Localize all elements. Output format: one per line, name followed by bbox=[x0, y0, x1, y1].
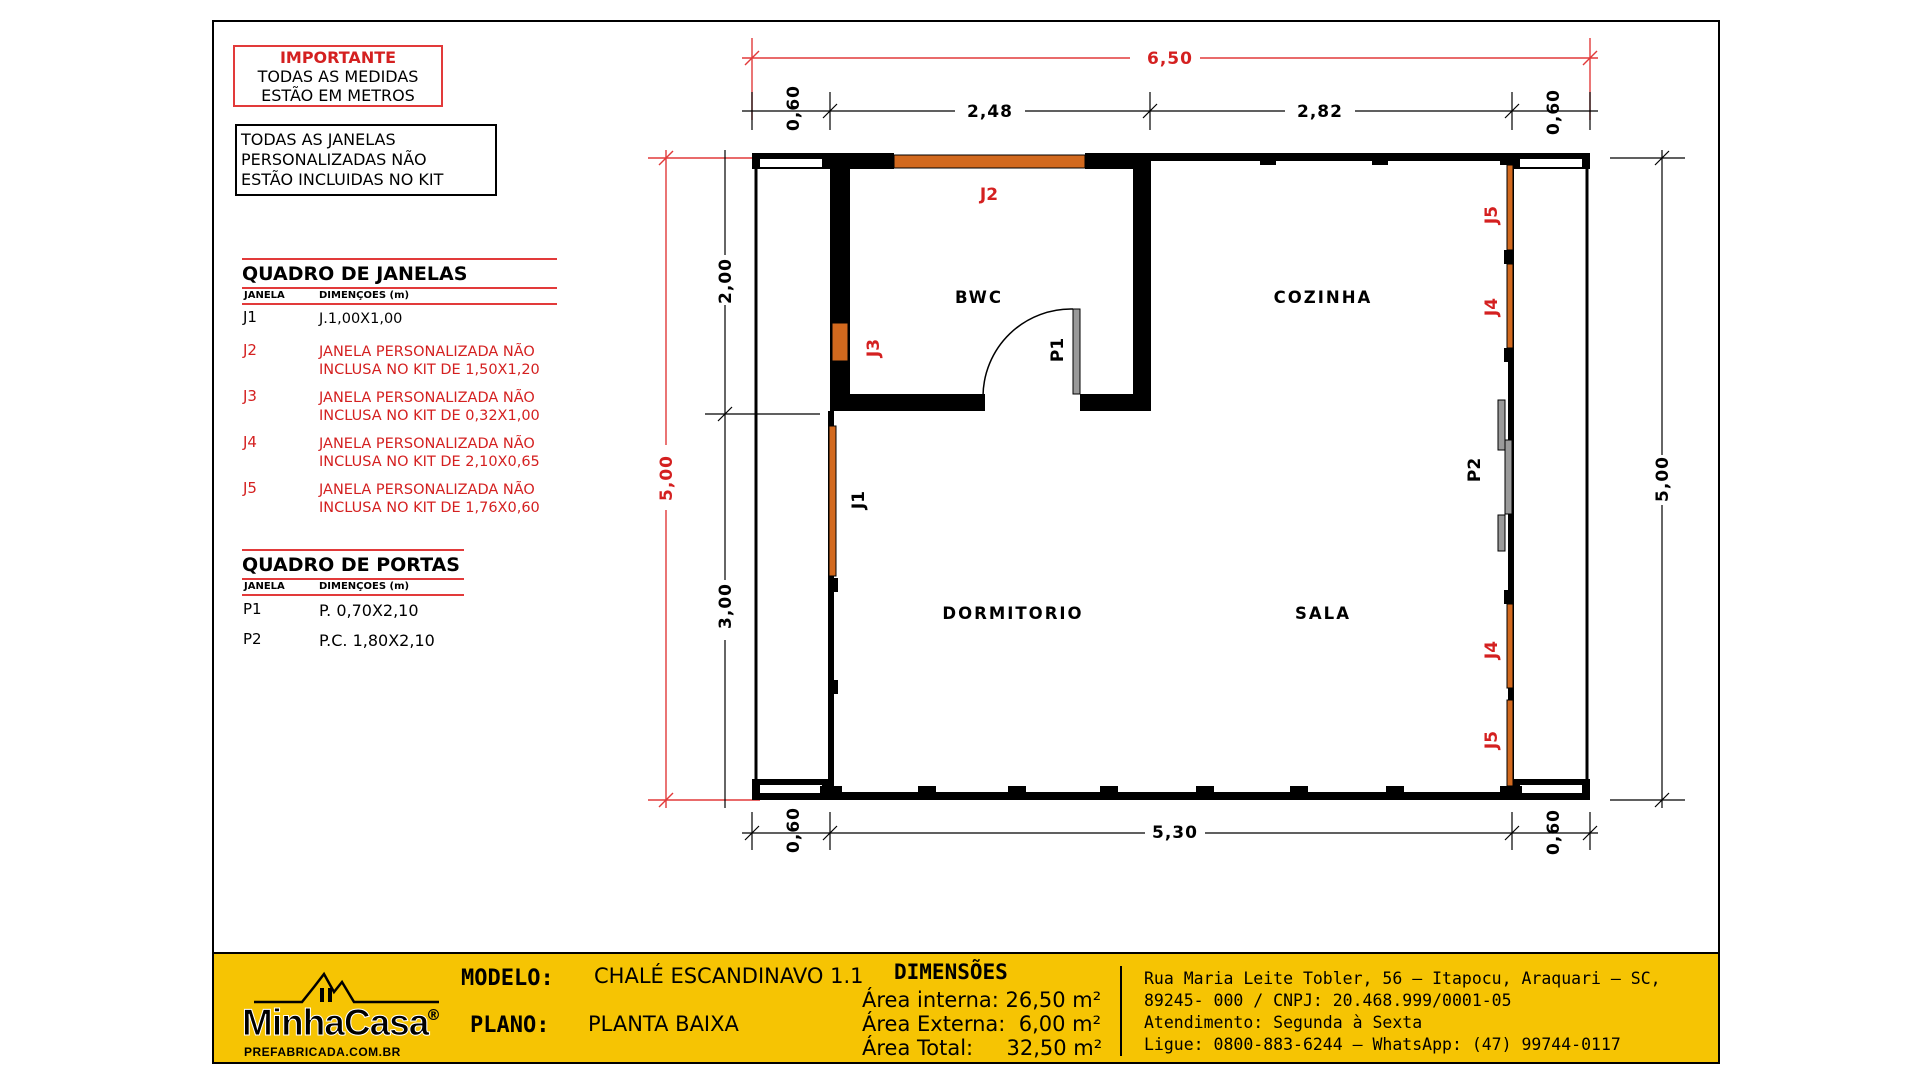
title-block bbox=[212, 952, 1720, 1064]
door-code-p1: P1 bbox=[243, 600, 262, 618]
modelo-value: CHALÉ ESCANDINAVO 1.1 bbox=[594, 964, 864, 988]
window-code-j4: J4 bbox=[243, 433, 257, 451]
modelo-label: MODELO: bbox=[461, 966, 554, 991]
dim-right-total: 5,00 bbox=[1653, 456, 1673, 502]
dim-total-width: 6,50 bbox=[1147, 49, 1193, 69]
label-j2: J2 bbox=[979, 185, 999, 205]
dim-top-left: 0,60 bbox=[784, 85, 804, 131]
hours-line: Atendimento: Segunda à Sexta bbox=[1144, 1013, 1423, 1032]
contact-line: Ligue: 0800-883-6244 – WhatsApp: (47) 99744-0117 bbox=[1144, 1035, 1621, 1054]
door-p2-leaf-2 bbox=[1505, 440, 1512, 514]
important-line-1: TODAS AS MEDIDAS bbox=[257, 67, 419, 86]
window-desc-j1: J.1,00X1,00 bbox=[319, 311, 403, 327]
doors-col-dimensions: DIMENÇOES (m) bbox=[319, 581, 410, 592]
doors-schedule-title: QUADRO DE PORTAS bbox=[242, 554, 460, 576]
footer-divider bbox=[1120, 966, 1122, 1056]
logo-registered: ® bbox=[426, 1006, 441, 1024]
window-code-j1: J1 bbox=[243, 308, 257, 326]
door-p2-leaf-1 bbox=[1498, 400, 1505, 450]
dim-top-bwc: 2,48 bbox=[967, 102, 1013, 122]
room-label-sala: SALA bbox=[1295, 604, 1351, 623]
window-desc-j2-line-1: JANELA PERSONALIZADA NÃO bbox=[319, 344, 535, 360]
logo-subtext: PREFABRICADA.COM.BR bbox=[244, 1045, 401, 1059]
window-j4-upper bbox=[1507, 264, 1513, 348]
address-line-2: 89245- 000 / CNPJ: 20.468.999/0001-05 bbox=[1144, 991, 1512, 1010]
window-code-j3: J3 bbox=[243, 387, 257, 405]
dim-left-upper: 2,00 bbox=[716, 258, 736, 304]
label-j4-lower: J4 bbox=[1482, 640, 1502, 660]
plano-value: PLANTA BAIXA bbox=[588, 1012, 739, 1036]
window-desc-j2-line-2: INCLUSA NO KIT DE 1,50X1,20 bbox=[319, 362, 540, 378]
dim-top-cozinha: 2,82 bbox=[1297, 102, 1343, 122]
windows-schedule-title: QUADRO DE JANELAS bbox=[242, 263, 468, 285]
label-j1: J1 bbox=[849, 490, 869, 510]
dim-left-total: 5,00 bbox=[657, 455, 677, 501]
dimension-texts bbox=[657, 49, 1673, 855]
label-j5-lower: J5 bbox=[1482, 730, 1502, 750]
label-p2: P2 bbox=[1465, 457, 1485, 483]
dim-top-right: 0,60 bbox=[1544, 89, 1564, 135]
window-j3 bbox=[832, 323, 848, 361]
room-label-bwc: BWC bbox=[955, 288, 1003, 307]
plano-label: PLANO: bbox=[470, 1013, 550, 1038]
door-desc-p1: P. 0,70X2,10 bbox=[319, 601, 419, 620]
window-j5-upper bbox=[1507, 165, 1513, 250]
windows-col-dimensions: DIMENÇOES (m) bbox=[319, 290, 410, 301]
room-label-cozinha: COZINHA bbox=[1273, 288, 1373, 307]
contact-block bbox=[1144, 968, 1661, 1056]
window-desc-j5-line-1: JANELA PERSONALIZADA NÃO bbox=[319, 482, 535, 498]
window-desc-j3-line-1: JANELA PERSONALIZADA NÃO bbox=[319, 390, 535, 406]
label-j4-upper: J4 bbox=[1482, 297, 1502, 317]
area-interna: Área interna: 26,50 m² bbox=[862, 988, 1102, 1012]
area-externa: Área Externa: 6,00 m² bbox=[862, 1012, 1102, 1036]
windows-note-line-2: PERSONALIZADAS NÃO bbox=[241, 150, 427, 169]
window-j1 bbox=[829, 426, 836, 576]
window-desc-j3-line-2: INCLUSA NO KIT DE 0,32X1,00 bbox=[319, 408, 540, 424]
important-line-2: ESTÃO EM METROS bbox=[261, 86, 415, 105]
black-dimension-lines bbox=[705, 92, 1685, 850]
important-title: IMPORTANTE bbox=[279, 48, 397, 67]
window-j5-lower bbox=[1507, 700, 1513, 786]
label-j5-upper: J5 bbox=[1482, 205, 1502, 225]
element-labels bbox=[849, 185, 1502, 750]
label-p1: P1 bbox=[1048, 337, 1068, 363]
area-total: Área Total: 32,50 m² bbox=[862, 1036, 1103, 1060]
dimensions-title: DIMENSÕES bbox=[894, 960, 1008, 984]
window-desc-j5-line-2: INCLUSA NO KIT DE 1,76X0,60 bbox=[319, 500, 540, 516]
window-j4-lower bbox=[1507, 604, 1513, 688]
door-p1-leaf bbox=[1073, 309, 1080, 394]
dim-bottom-inner: 5,30 bbox=[1152, 823, 1198, 843]
window-code-j5: J5 bbox=[243, 479, 257, 497]
room-labels bbox=[942, 288, 1372, 623]
logo-text: MinhaCasa bbox=[242, 1002, 429, 1043]
dim-left-lower: 3,00 bbox=[716, 583, 736, 629]
label-j3: J3 bbox=[864, 338, 884, 358]
window-desc-j4-line-2: INCLUSA NO KIT DE 2,10X0,65 bbox=[319, 454, 540, 470]
room-label-dormitorio: DORMITORIO bbox=[942, 604, 1084, 623]
walls bbox=[820, 153, 1522, 800]
windows-note-line-3: ESTÃO INCLUIDAS NO KIT bbox=[241, 170, 444, 189]
dim-bottom-right: 0,60 bbox=[1544, 809, 1564, 855]
door-desc-p2: P.C. 1,80X2,10 bbox=[319, 631, 435, 650]
windows-col-janela: JANELA bbox=[244, 290, 285, 301]
door-p2-leaf-3 bbox=[1498, 515, 1505, 551]
windows bbox=[829, 155, 1513, 786]
doors-col-janela: JANELA bbox=[244, 581, 285, 592]
window-code-j2: J2 bbox=[243, 341, 257, 359]
window-desc-j4-line-1: JANELA PERSONALIZADA NÃO bbox=[319, 436, 535, 452]
address-line-1: Rua Maria Leite Tobler, 56 – Itapocu, Araquari – SC, bbox=[1144, 969, 1661, 988]
windows-note-line-1: TODAS AS JANELAS bbox=[241, 130, 396, 149]
window-j2 bbox=[894, 155, 1085, 168]
door-code-p2: P2 bbox=[243, 630, 262, 648]
dim-bottom-left: 0,60 bbox=[784, 807, 804, 853]
